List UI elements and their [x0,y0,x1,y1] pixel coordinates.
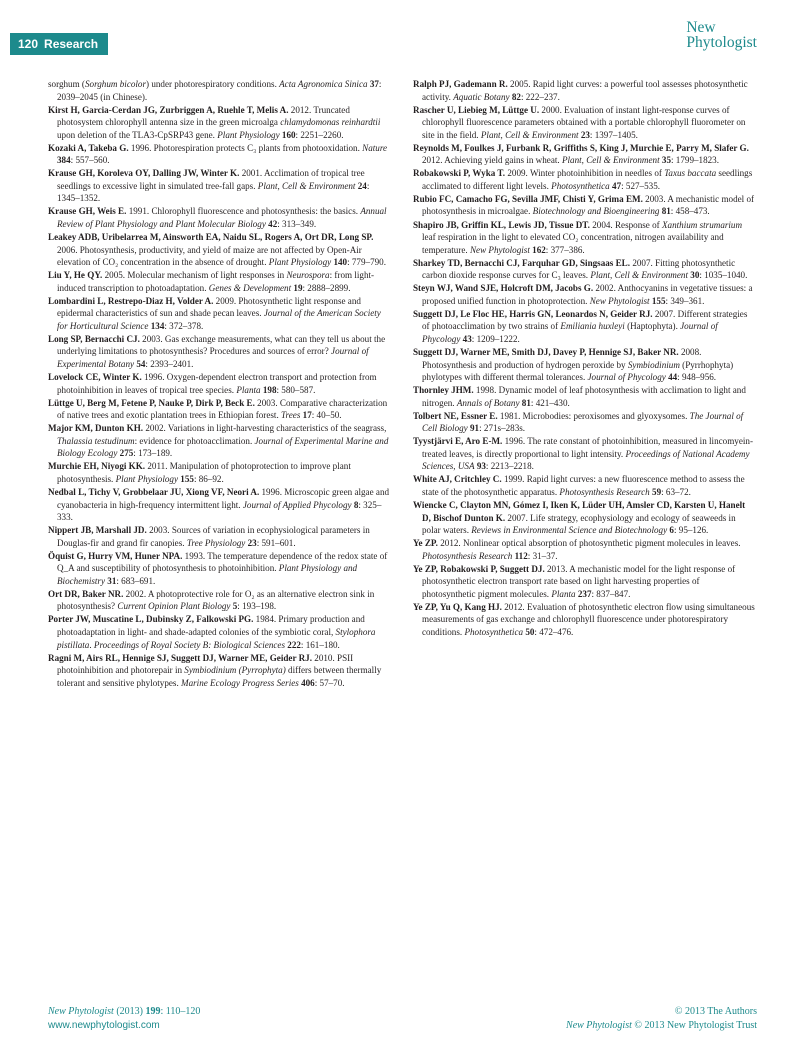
reference-entry [48,142,390,167]
reference-entry [413,193,755,218]
reference-journal: Journal of Experimental Marine and Biology Ecology [57,435,389,459]
reference-entry [48,167,390,205]
reference-title: Fitting photosynthetic carbon dioxide response curves for C₃ leaves. [422,257,736,281]
reference-year: 2011. [147,461,168,472]
reference-title: Microscopic green algae and cyanobacteria in high-frequency intermittent light. [57,487,390,510]
reference-year: 2002. [595,283,616,294]
reference-year: 1996. [130,142,152,153]
reference-volume: 17 [302,410,312,421]
reference-pages: : 837–847. [591,588,631,599]
reference-title: A mechanistic model of photosynthesis in microalgae. [422,193,755,217]
reference-volume: 47 [612,180,622,191]
reference-journal: Annual Review of Plant Physiology and Plant Molecular Biology [57,206,387,230]
reference-authors: Ye ZP, Robakowski P, Suggett DJ. [413,563,545,574]
reference-volume: 44 [668,372,678,383]
reference-entry [48,104,390,142]
reference-year: 2000. [541,104,562,115]
copyright-journal: New Phytologist [566,1020,632,1031]
reference-journal: Plant Physiology [217,129,280,140]
reference-volume: 6 [669,525,674,536]
reference-year: 2005. [510,79,531,89]
reference-year: 2003. [257,397,278,408]
reference-pages: : 271s–283s. [479,423,526,434]
reference-title: Different strategies of photoacclimation by two strains of [422,308,748,332]
reference-entry [48,588,390,613]
reference-journal: Plant Physiology [115,473,179,484]
footer-year: (2013) [113,1006,146,1017]
reference-entry [413,167,755,192]
reference-pages: : 527–535. [621,180,661,191]
reference-authors: Öquist G, Hurry VM, Huner NPA. [48,550,183,561]
reference-pages: : 63–72. [661,487,691,497]
footer-website-link[interactable]: www.newphytologist.com [48,1020,160,1031]
reference-journal: Planta [236,384,261,395]
copyright-trust: © 2013 New Phytologist Trust [631,1020,757,1031]
reference-volume: 50 [525,627,535,638]
reference-entry [48,205,390,230]
reference-volume: 81 [521,397,531,408]
reference-pages: : 2213–2218. [485,461,534,472]
reference-title-italic: Taxus baccata [664,168,717,179]
page-number: 120 [18,37,39,51]
reference-title: Nonlinear optical absorption of photosynthetic pigment molecules in leaves. [462,538,741,549]
reference-volume: 275 [119,448,134,459]
reference-pages: : 86–92. [193,473,224,484]
reference-pages: : 57–70. [314,677,345,688]
reference-entry [413,219,755,257]
reference-journal: Journal of Experimental Botany [57,346,369,370]
reference-volume: 198 [262,384,277,395]
journal-logo-line2: Phytologist [686,34,757,51]
reference-journal: Photosynthesis Research [422,550,513,561]
reference-title: Comparative characterization of native trees and exotic plantation trees in Ethiopian forest. [57,397,388,421]
reference-authors: Lovelock CE, Winter K. [48,372,142,383]
reference-authors: Liu Y, He QY. [48,270,103,281]
reference-year: 1996. [261,487,282,497]
reference-journal: Planta [551,588,576,599]
reference-title-end: (Haptophyta). [624,321,678,332]
journal-logo [686,20,757,50]
reference-journal: Journal of Phycology [422,321,718,344]
reference-year: 2007. [632,257,653,268]
reference-authors: Krause GH, Koroleva OY, Dalling JW, Winter K. [48,168,240,179]
reference-journal: New Phytologist [589,295,650,306]
reference-journal: Journal of Applied Phycology [242,499,352,510]
reference-pages: : 683–691. [116,575,156,586]
reference-authors: Kozaki A, Takeba G. [48,142,129,153]
reference-year: 1981. [499,410,521,421]
reference-pages: : 349–361. [665,295,705,306]
reference-pages: : 421–430. [530,397,570,408]
reference-title: A photoprotective role for O₂ as an alternative electron sink in photosynthesis? [57,588,375,612]
reference-pages: : 313–349. [277,219,317,230]
reference-title-italic: Symbiodinium (Pyrrophyta) [184,665,286,676]
reference-volume: 24 [357,180,367,191]
reference-volume: 43 [462,333,472,344]
reference-title: PSII photoinhibition and photorepair in [57,652,354,676]
references-right-column [413,78,755,639]
reference-pages: : 948–956. [677,372,717,383]
reference-title: Evaluation of photosynthetic electron flow using simultaneous measurements of gas exchange and chlorophyll fluorescence under photorespiratory conditions. [422,601,755,638]
reference-title-end: leaf respiration in the light to elevated CO₂ concentration, nitrogen availability and temperature. [422,232,724,255]
reference-title: Photosynthetic light response and epidermal characteristics of sun and shade pecan leaves. [57,295,361,319]
reference-journal: Proceedings of National Academy Sciences, USA [422,448,750,472]
reference-journal: New Phytologist [469,244,530,255]
reference-year: 1996. [504,436,526,447]
reference-journal: Marine Ecology Progress Series [181,677,299,688]
reference-journal: Tree Physiology [186,537,246,548]
reference-title-italic: Xanthium strumarium [661,219,743,230]
reference-entry [48,269,390,294]
reference-title: Variations in light-harvesting characteristics of the seagrass, [167,423,387,434]
reference-authors: Major KM, Dunton KH. [48,423,144,434]
reference-title-end: differs between thermally tolerant and sensitive phylotypes. [57,665,382,688]
reference-pages: : 1397–1405. [589,129,638,140]
reference-pages: : 1345–1352. [57,180,370,204]
reference-title: Gas exchange measurements, what can they tell us about the underlying limitations to photosynthesis? Procedures and sources of error? [57,333,386,357]
reference-pages: : 2039–2045 (in Chinese). [57,79,382,102]
reference-authors: White AJ, Critchley C. [413,474,502,485]
reference-pages: : 31–37. [527,550,558,561]
reference-entry [413,499,755,537]
reference-entry [413,601,755,639]
reference-volume: 406 [301,677,315,688]
reference-volume: 42 [268,219,278,230]
reference-title-end: . [89,639,92,650]
reference-pages: : 1799–1823. [671,155,719,166]
reference-title: Acclimation of tropical tree seedlings to excessive light in simulated tree-fall gaps. [57,168,365,191]
reference-title-end: seedlings acclimated to different light levels. [422,168,753,191]
reference-volume: 237 [577,588,592,599]
reference-entry [413,410,755,435]
reference-authors: Kirst H, Garcia-Cerdan JG, Zurbriggen A, Ruehle T, Melis A. [48,104,289,115]
reference-journal: Plant, Cell & Environment [480,129,579,140]
reference-entry [48,652,390,690]
reference-year: 2003. [645,193,666,204]
reference-title: Molecular mechanism of light responses in [127,270,287,281]
footer-journal: New Phytologist [48,1006,114,1017]
page-header-badge [10,33,108,55]
reference-year: 2012. [440,538,461,549]
reference-title: Manipulation of photoprotection to improve plant photosynthesis. [57,461,351,484]
reference-title: The temperature dependence of the redox state of Q_A and susceptibility of photosynthesis to photoinhibition. [57,550,388,574]
reference-journal: Genes & Development [208,282,292,293]
reference-entry [413,384,755,409]
reference-year: 2005. [104,270,126,281]
reference-authors: Lüttge U, Berg M, Fetene P, Nauke P, Dirk P, Beck E. [48,397,255,408]
reference-authors: Robakowski P, Wyka T. [413,168,506,179]
reference-entry [413,346,755,384]
reference-pages: : 2251–2260. [295,129,344,140]
reference-authors: Ort DR, Baker NR. [48,588,124,599]
reference-entry [48,422,390,460]
reference-authors: Nedbal L, Tichy V, Grobbelaar JU, Xiong VF, Neori A. [48,487,260,497]
reference-title: Microbodies: peroxisomes and glyoxysomes. [522,410,688,421]
reference-entry [413,308,755,346]
reference-pages: : 95–126. [673,525,709,536]
reference-pages: : 193–198. [237,601,277,612]
reference-entry [413,142,755,167]
reference-title-end: : from light-induced transcription to photoadaptation. [57,270,375,293]
reference-volume: 54 [136,359,146,370]
reference-authors: Shapiro JB, Griffin KL, Lewis JD, Tissue DT. [413,219,590,230]
reference-journal: Plant, Cell & Environment [590,270,688,281]
reference-title: sorghum ( [48,79,85,89]
reference-title-italic: Neurospora [286,270,330,281]
reference-title: Photorespiration protects C₃ plants from photooxidation. [153,142,360,153]
reference-entry [48,397,390,422]
reference-entry [48,460,390,485]
reference-authors: Nippert JB, Marshall JD. [48,525,147,536]
reference-volume: 140 [333,257,348,268]
reference-entry [413,104,755,142]
reference-title: Truncated photosystem chlorophyll antenna size in the green microalga [57,104,350,128]
reference-title: The rate constant of photoinhibition, measured in lincomyein-treated leaves, is directly proportional to light intensity. [422,436,753,459]
reference-volume: 19 [293,282,303,293]
reference-title-end: (Pyrrhophyta) phylotypes with different thermal tolerances. [422,359,734,383]
reference-pages: : 591–601. [256,537,296,548]
reference-volume: 155 [180,473,194,484]
reference-volume: 82 [511,91,521,102]
reference-year: 2008. [680,346,702,357]
reference-authors: Porter JW, Muscatine L, Dubinsky Z, Falkowski PG. [48,614,254,625]
reference-authors: Sharkey TD, Bernacchi CJ, Farquhar GD, Singsaas EL. [413,257,631,268]
reference-journal: Photosynthetica [464,627,524,638]
reference-title-italic: Sorghum bicolor [84,79,147,89]
reference-authors: Thornley JHM. [413,385,474,396]
reference-journal: Annals of Botany [456,397,520,408]
reference-title: Chlorophyll fluorescence and photosynthesis: the basics. [151,206,359,217]
reference-authors: Rubio FC, Camacho FG, Sevilla JMF, Chisti Y, Grima EM. [413,193,643,204]
reference-authors: Krause GH, Weis E. [48,206,127,217]
reference-title: A mechanistic model for the light response of photosynthetic electron transport rate based on light harvesting properties of photosynthetic pigment molecules. [422,563,736,599]
reference-pages: : 372–378. [164,320,204,331]
reference-authors: Ragni M, Airs RL, Hennige SJ, Suggett DJ, Warner ME, Geider RJ. [48,652,312,663]
reference-authors: Ralph PJ, Gademann R. [413,79,508,89]
reference-entry [48,333,390,371]
reference-year: 1998. [475,385,497,396]
reference-title: Photosynthesis and production of hydrogen peroxide by [422,359,628,370]
reference-volume: 222 [287,639,301,650]
reference-volume: 8 [353,499,359,510]
reference-pages: : 580–587. [276,384,316,395]
reference-authors: Rascher U, Liebieg M, Lüttge U. [413,104,540,115]
reference-pages: : 377–386. [545,244,585,255]
reference-year: 2007. [654,308,676,319]
reference-pages: : 779–790. [347,257,386,268]
reference-year: 2010. [314,652,335,663]
reference-volume: 91 [470,423,480,434]
reference-title: Photosynthesis, productivity, and yield of maize are not affected by Open-Air elevation of CO₂ concentration in the absence of drought. [57,244,362,268]
reference-pages: : 458–473. [670,206,710,217]
reference-volume: 37 [369,79,379,89]
reference-journal: Current Opinion Plant Biology [117,601,231,612]
reference-pages: : 1035–1040. [699,270,748,281]
reference-journal: Trees [281,410,301,421]
references-left-column [48,78,390,690]
reference-entry [413,435,755,473]
copyright-authors: © 2013 The Authors [674,1006,757,1017]
reference-title: Evaluation of instant light-response curves of chlorophyll fluorescence parameters obtained with a portable chlorophyll fluorometer on site in the field. [422,104,746,140]
reference-title: Winter photoinhibition in needles of [529,168,665,179]
reference-title: Oxygen-dependent electron transport and protection from photoinhibition in leaves of tropical tree species. [57,372,377,395]
reference-authors: Long SP, Bernacchi CJ. [48,333,140,344]
section-label: Research [44,37,99,51]
reference-journal: Nature [362,142,388,153]
reference-year: 2001. [241,168,263,179]
reference-authors: Lombardini L, Restrepo-Diaz H, Volder A. [48,295,214,306]
reference-volume: 384 [57,155,71,166]
reference-journal: Acta Agronomica Sinica [279,79,368,89]
reference-entry [48,371,390,396]
footer-copyright [566,1005,757,1033]
reference-year: 2003. [142,333,163,344]
reference-authors: Murchie EH, Niyogi KK. [48,461,146,472]
reference-volume: 81 [661,206,671,217]
reference-entry [413,257,755,282]
journal-logo-line1: New [686,19,716,36]
reference-entry [48,295,390,333]
reference-authors: Suggett DJ, Le Floc HE, Harris GN, Leonardos N, Geider RJ. [413,308,653,319]
reference-year: 2007. [507,512,528,523]
reference-title-end: : evidence for photoacclimation. [134,435,253,446]
reference-journal: Plant, Cell & Environment [257,180,356,191]
reference-pages: : 472–476. [534,627,574,638]
reference-entry [48,550,390,588]
reference-title-italic: Thalassia testudinum [57,435,135,446]
reference-year: 1993. [184,550,206,561]
reference-entry [48,486,390,524]
reference-journal: Biotechnology and Bioengineering [532,206,660,217]
reference-title: Life strategy, ecophysiology and ecology of seaweeds in polar waters. [422,512,736,536]
reference-pages: : 2393–2401. [145,359,194,370]
reference-entry [48,231,390,269]
reference-volume: 5 [232,601,238,612]
reference-authors: Suggett DJ, Warner ME, Smith DJ, Davey P, Hennige SJ, Baker NR. [413,346,679,357]
reference-entry [413,563,755,601]
reference-journal: Plant Physiology and Biochemistry [57,563,358,586]
footer-citation [48,1005,200,1033]
reference-year: 2004. [592,219,613,230]
reference-year: 2013. [547,563,568,574]
reference-volume: 31 [107,575,117,586]
reference-authors: Tolbert NE, Essner E. [413,410,498,421]
reference-title-end: upon deletion of the TLA3-CpSRP43 gene. [57,129,215,140]
reference-authors: Tyystjärvi E, Aro E-M. [413,436,503,447]
reference-journal: Journal of Phycology [587,372,666,383]
reference-title: Sources of variation in ecophysiological parameters in Douglas-fir and grand fir canopies. [57,525,370,548]
reference-authors: Reynolds M, Foulkes J, Furbank R, Griffiths S, King J, Murchie E, Parry M, Slafer G. [413,142,749,153]
reference-year: 2006. [57,244,78,255]
reference-journal: Plant Physiology [268,257,332,268]
reference-year: 1996. [144,372,165,383]
reference-volume: 134 [150,320,165,331]
reference-volume: 23 [580,129,590,140]
reference-title: Rapid light curves: a new fluorescence method to assess the state of the photosynthetic apparatus. [422,474,745,497]
reference-entry [413,473,755,498]
reference-entry [413,282,755,307]
reference-journal: Reviews in Environmental Science and Biotechnology [471,525,668,536]
reference-entry [413,78,755,103]
reference-pages: : 2888–2899. [302,282,351,293]
reference-year: 2012. [504,601,525,612]
reference-journal: Proceedings of Royal Society B: Biological Sciences [93,639,285,650]
reference-journal: Photosynthetica [551,180,610,191]
reference-title: Anthocyanins in vegetative tissues: a proposed unified function in photoprotection. [422,283,753,306]
reference-title-italic: Emiliania huxleyi [560,321,625,332]
reference-title: Response of [614,219,662,230]
reference-title: Achieving yield gains in wheat. [444,155,560,166]
reference-title-end: ) under photorespiratory conditions. [146,79,277,89]
reference-authors: Ye ZP. [413,538,438,549]
reference-year: 2009. [215,295,237,306]
reference-journal: Plant, Cell & Environment [561,155,660,166]
reference-year: 2012. [422,155,443,166]
reference-year: 2009. [507,168,528,179]
reference-title: Rapid light curves: a powerful tool assesses photosynthetic activity. [422,79,748,102]
reference-year: 1999. [503,474,525,485]
reference-entry [48,78,390,103]
reference-year: 2002. [145,423,166,434]
reference-authors: Steyn WJ, Wand SJE, Holcroft DM, Jacobs G. [413,283,594,294]
reference-pages: : 325–333. [57,499,382,523]
reference-journal: Aquatic Botany [453,91,510,102]
reference-journal: Journal of the American Society for Horticultural Science [57,308,381,331]
reference-entry [413,537,755,562]
reference-year: 2003. [149,525,170,536]
reference-pages: : 222–237. [520,91,560,102]
reference-volume: 23 [247,537,257,548]
reference-title-italic: Symbiodinium [627,359,680,370]
reference-title-italic: chlamydomonas reinhardtii [280,117,381,128]
reference-year: 1991. [128,206,150,217]
reference-pages: : 557–560. [70,155,110,166]
reference-authors: Ye ZP, Yu Q, Kang HJ. [413,601,502,612]
reference-volume: 93 [476,461,486,472]
footer-volume: 199 [145,1006,161,1017]
reference-volume: 35 [661,155,671,166]
reference-volume: 155 [651,295,666,306]
reference-journal: Photosynthesis Research [559,487,650,497]
reference-journal: The Journal of Cell Biology [422,410,744,434]
reference-entry [48,524,390,549]
reference-entry [48,613,390,651]
reference-title: Dynamic model of leaf photosynthesis with acclimation to light and nitrogen. [422,385,746,408]
reference-pages: : 1209–1222. [471,333,520,344]
reference-title: Primary production and photoadaptation in light- and shade-adapted colonies of the symbiotic coral, [57,614,365,638]
reference-pages: : 40–50. [311,410,342,421]
reference-year: 2002. [125,588,147,599]
reference-volume: 160 [281,129,296,140]
reference-year: 2012. [290,104,312,115]
reference-pages: : 161–180. [300,639,340,650]
reference-volume: 30 [690,270,700,281]
reference-pages: : 173–189. [133,448,173,459]
reference-volume: 112 [514,550,528,561]
reference-volume: 59 [652,487,662,497]
reference-authors: Leakey ADB, Uribelarrea M, Ainsworth EA, Naidu SL, Rogers A, Ort DR, Long SP. [48,232,374,243]
reference-volume: 162 [532,244,546,255]
reference-title-italic: Stylophora pistillata [57,627,376,650]
reference-authors: Wiencke C, Clayton MN, Gómez I, Iken K, Lüder UH, Amsler CD, Karsten U, Hanelt D, Bischof Dunton K. [413,500,746,523]
footer-pages: : 110–120 [160,1006,201,1017]
reference-year: 1984. [255,614,277,625]
